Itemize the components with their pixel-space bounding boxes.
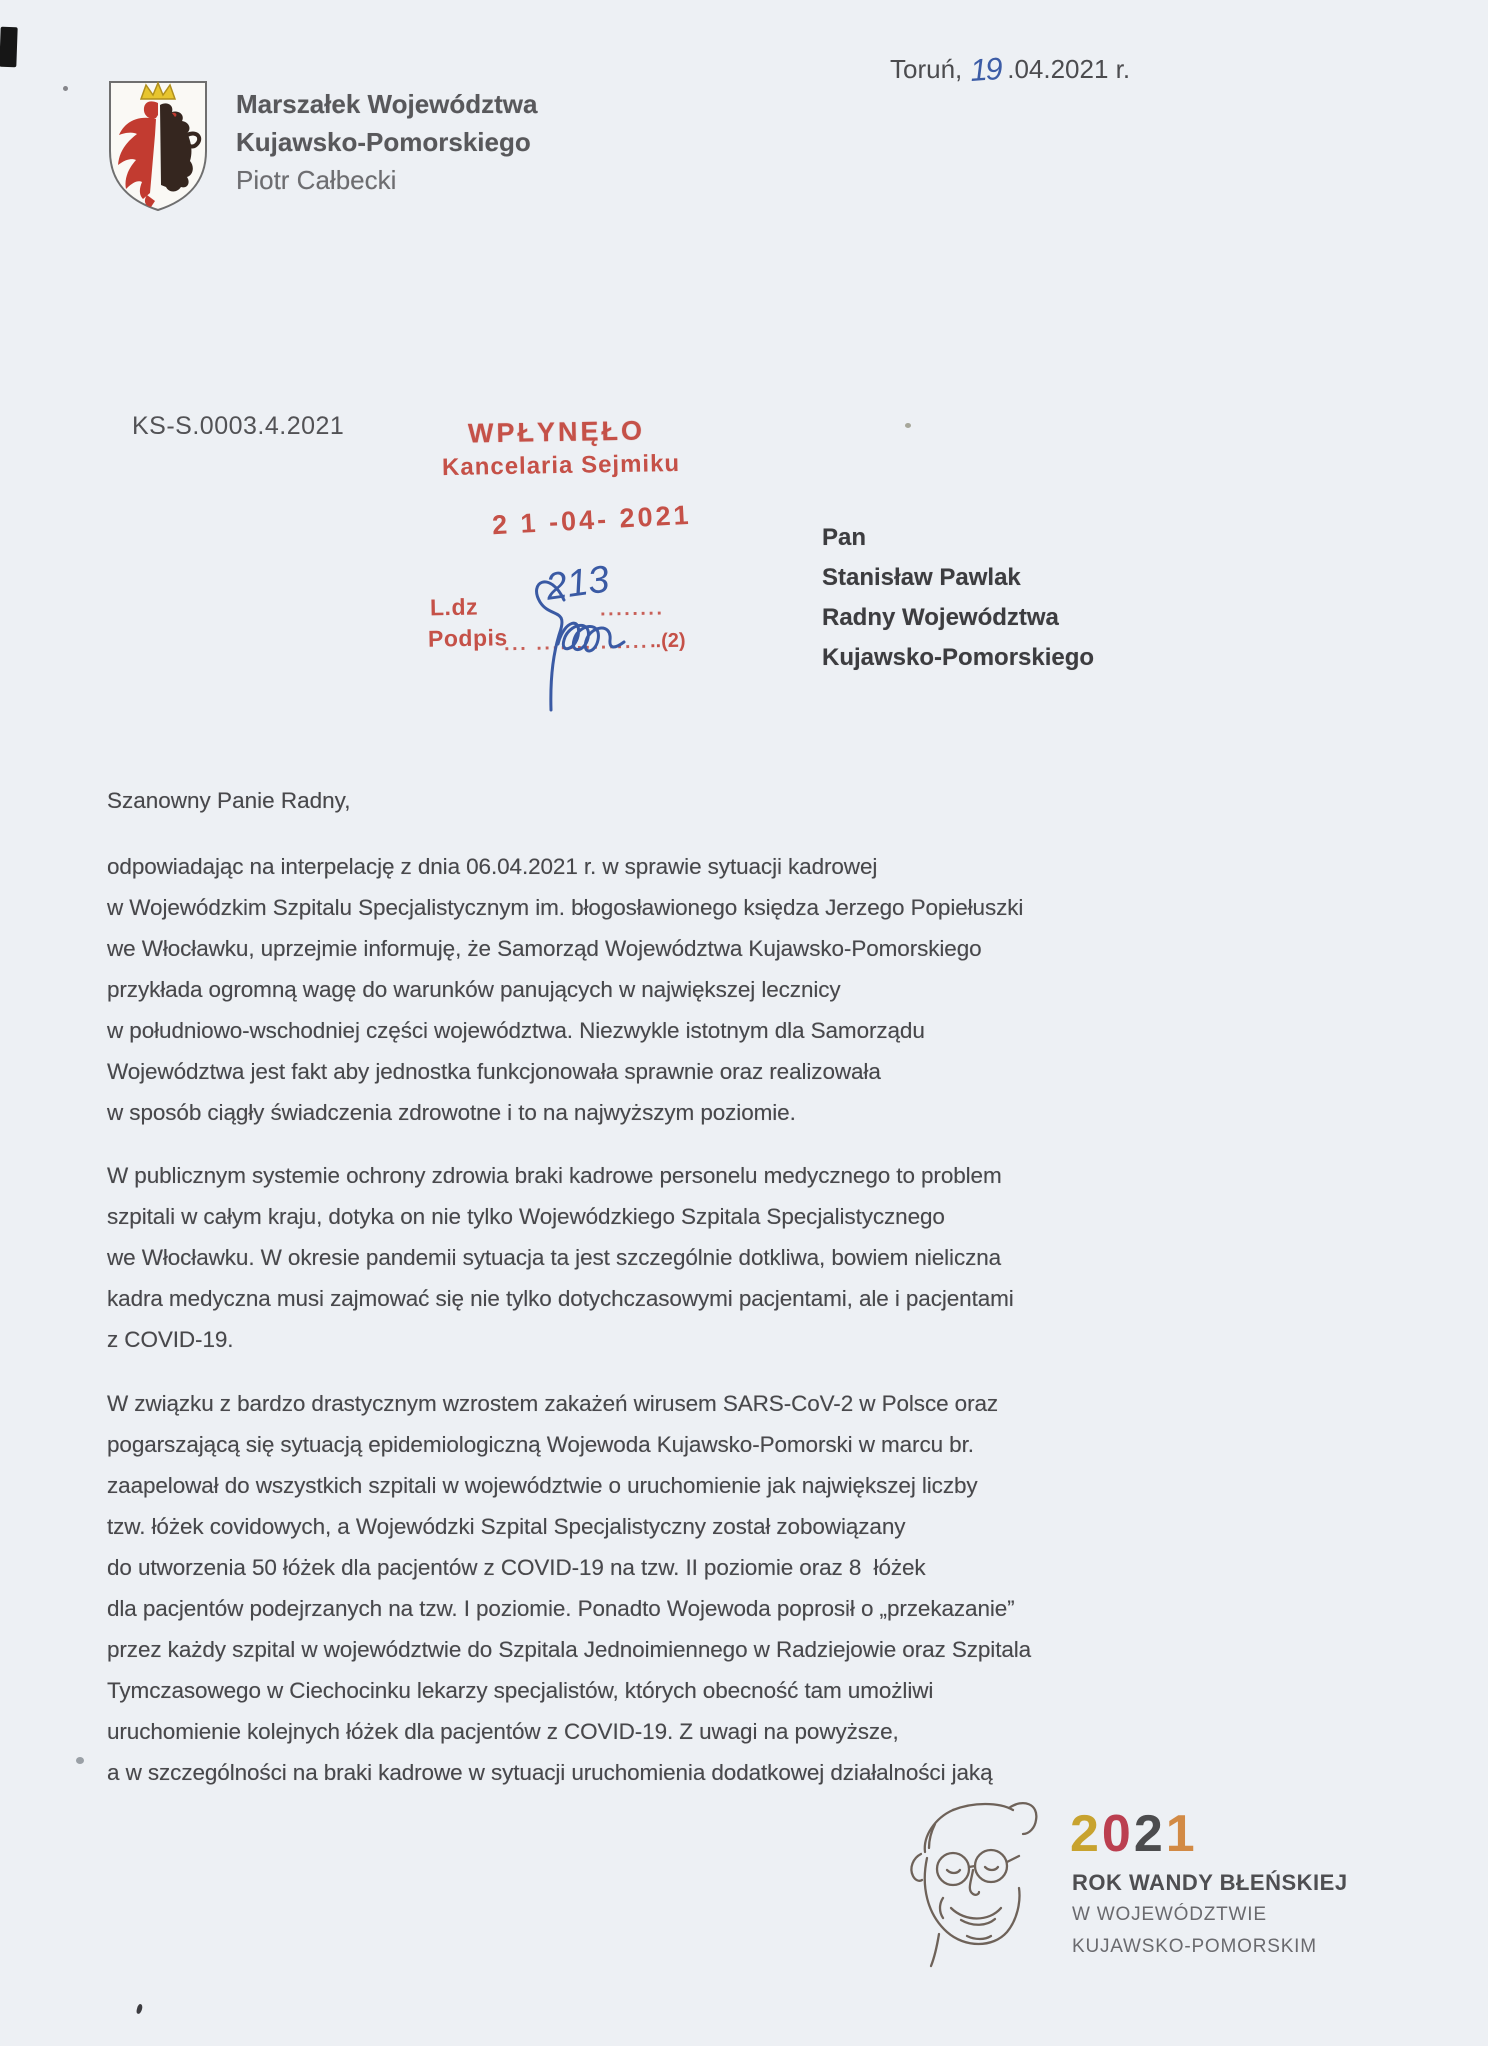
kujawsko-pomorskie-crest-icon xyxy=(103,75,213,215)
recipient-block xyxy=(822,518,1094,678)
text-line: we Włocławku, uprzejmie informuję, że Samorząd Województwa Kujawsko-Pomorskiego xyxy=(107,936,982,961)
logo-line2: W WOJEWÓDZTWIE xyxy=(1072,1904,1267,1925)
scan-artifact-comma xyxy=(136,2004,143,2015)
logo-year xyxy=(1070,1804,1198,1864)
text-line: przykłada ogromną wagę do warunków panujących w największej lecznicy xyxy=(107,977,841,1002)
paragraph-1 xyxy=(107,846,1023,1133)
text-line: przez każdy szpital w województwie do Szpitala Jednoimiennego w Radziejowie oraz Szpitala xyxy=(107,1637,1032,1662)
stamp-podpis-dotted-line: ... .............. xyxy=(503,630,650,656)
wanda-blenska-portrait xyxy=(895,1794,1055,1969)
text-line: Województwa jest fakt aby jednostka funkcjonowała sprawnie oraz realizowała xyxy=(107,1059,881,1084)
text-line: szpitali w całym kraju, dotyka on nie tylko Wojewódzkiego Szpitala Specjalistycznego xyxy=(107,1204,945,1229)
text-line: Stanisław Pawlak xyxy=(822,564,1021,591)
signature-number: 213 xyxy=(543,558,612,609)
text-line: a w szczególności na braki kadrowe w sytuacji uruchomienia dodatkowej działalności jaką xyxy=(107,1760,993,1785)
text-line: tzw. łóżek covidowych, a Wojewódzki Szpital Specjalistyczny został zobowiązany xyxy=(107,1514,906,1539)
dateline-city: Toruń, xyxy=(890,54,963,84)
text-line: pogarszającą się sytuacją epidemiologiczną Wojewoda Kujawsko-Pomorski w marcu br. xyxy=(107,1432,974,1457)
stamp-ldz-label: L.dz xyxy=(429,593,479,621)
text-line: do utworzenia 50 łóżek dla pacjentów z COVID-19 na tzw. II poziomie oraz 8 łóżek xyxy=(107,1555,926,1580)
sender-name: Piotr Całbecki xyxy=(236,165,397,195)
text-line: uruchomienie kolejnych łóżek dla pacjentów z COVID-19. Z uwagi na powyższe, xyxy=(107,1719,899,1744)
logo-year-digit-4: 1 xyxy=(1165,1805,1198,1863)
signature-scribble-icon xyxy=(520,556,690,716)
dateline-rest: .04.2021 r. xyxy=(1007,54,1131,84)
text-line: kadra medyczna musi zajmować się nie tylko dotychczasowymi pacjentami, ale i pacjentami xyxy=(107,1286,1014,1311)
logo-year-digit-1: 2 xyxy=(1070,1805,1102,1863)
sender-title-line2: Kujawsko-Pomorskiego xyxy=(236,127,531,157)
logo-year-digit-3: 2 xyxy=(1133,1805,1166,1863)
coat-of-arms xyxy=(103,75,213,215)
footer-logo xyxy=(880,1786,1400,2006)
salutation: Szanowny Panie Radny, xyxy=(107,788,351,813)
wanda-blenska-sketch-icon xyxy=(895,1794,1055,1969)
scan-artifact-dot xyxy=(63,86,68,91)
text-line: w południowo-wschodniej części województwa. Niezwykle istotnym dla Samorządu xyxy=(107,1018,925,1043)
stamp-date: 2 1 -04- 2021 xyxy=(491,499,693,541)
scan-artifact-dot xyxy=(905,423,911,428)
text-line: z COVID-19. xyxy=(107,1327,234,1352)
stamp-podpis-label: Podpis xyxy=(427,624,508,652)
logo-year-digit-2: 0 xyxy=(1101,1805,1134,1863)
logo-line1: ROK WANDY BŁEŃSKIEJ xyxy=(1072,1870,1348,1895)
text-line: Kujawsko-Pomorskiego xyxy=(822,644,1095,671)
paragraph-3 xyxy=(107,1383,1031,1793)
text-line: Pan xyxy=(822,524,867,551)
handwritten-day: 19 xyxy=(968,50,1002,89)
scan-artifact-corner xyxy=(0,27,18,68)
stamp-received-label: WPŁYNĘŁO xyxy=(467,415,646,449)
paragraph-2 xyxy=(107,1155,1014,1360)
stamp-copy-number: ..(2) xyxy=(649,629,686,653)
text-line: w sposób ciągły świadczenia zdrowotne i to na najwyższym poziomie. xyxy=(107,1100,796,1125)
text-line: W publicznym systemie ochrony zdrowia braki kadrowe personelu medycznego to problem xyxy=(107,1163,1002,1188)
text-line: dla pacjentów podejrzanych na tzw. I poziomie. Ponadto Wojewoda poprosił o „przekazanie” xyxy=(107,1596,1015,1621)
text-line: odpowiadając na interpelację z dnia 06.04.2021 r. w sprawie sytuacji kadrowej xyxy=(107,854,878,879)
text-line: Tymczasowego w Ciechocinku lekarzy specjalistów, których obecność tam umożliwi xyxy=(107,1678,934,1703)
sender-title-line1: Marszałek Województwa xyxy=(236,89,538,119)
stamp-office-label: Kancelaria Sejmiku xyxy=(441,449,681,482)
reference-number: KS-S.0003.4.2021 xyxy=(132,412,345,440)
text-line: Radny Województwa xyxy=(822,604,1059,631)
stamp-ldz-dotted-line: ........ xyxy=(599,597,665,621)
logo-line3: KUJAWSKO-POMORSKIM xyxy=(1072,1936,1317,1957)
handwritten-signature xyxy=(520,556,690,716)
text-line: we Włocławku. W okresie pandemii sytuacja ta jest szczególnie dotkliwa, bowiem nieliczna xyxy=(107,1245,1002,1270)
sender-block xyxy=(236,85,538,199)
text-line: w Wojewódzkim Szpitalu Specjalistycznym im. błogosławionego księdza Jerzego Popiełuszki xyxy=(107,895,1024,920)
scan-artifact-dot xyxy=(76,1757,84,1764)
text-line: zaapelował do wszystkich szpitali w województwie o uruchomienie jak największej liczby xyxy=(107,1473,978,1498)
dateline xyxy=(890,50,1131,89)
text-line: W związku z bardzo drastycznym wzrostem zakażeń wirusem SARS-CoV-2 w Polsce oraz xyxy=(107,1391,999,1416)
